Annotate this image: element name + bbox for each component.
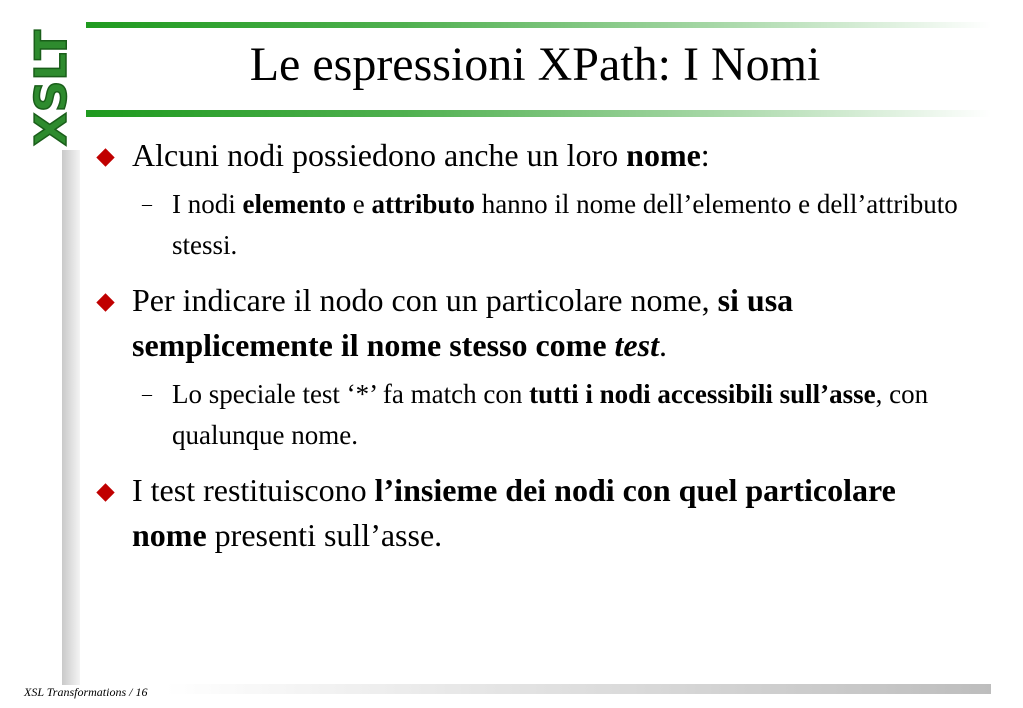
bullet-2: Per indicare il nodo con un particolare nome, si usa semplicemente il nome stesso come test. xyxy=(96,278,976,368)
slide-footer: XSL Transformations / 16 xyxy=(24,685,148,699)
title-rule-bottom xyxy=(86,110,991,117)
slide-content xyxy=(96,133,976,558)
bullet-3: I test restituiscono l’insieme dei nodi con quel particolare nome presenti sull’asse. xyxy=(96,468,976,558)
bullet-diamond-icon xyxy=(96,483,114,501)
subbullet-1: – I nodi elemento e attributo hanno il nome dell’elemento e dell’attributo stessi. xyxy=(96,184,976,266)
slide-title: Le espressioni XPath: I Nomi xyxy=(249,38,821,91)
xslt-logo xyxy=(18,18,78,158)
title-rule-top xyxy=(86,22,991,28)
bottom-decoration-bar xyxy=(165,684,991,694)
bullet-diamond-icon xyxy=(96,148,114,166)
bullet-diamond-icon xyxy=(96,293,114,311)
subbullet-2: – Lo speciale test ‘*’ fa match con tutti i nodi accessibili sull’asse, con qualunque nome. xyxy=(96,374,976,456)
dash-icon: – xyxy=(142,193,152,215)
dash-icon: – xyxy=(142,383,152,405)
bullet-1: Alcuni nodi possiedono anche un loro nome: xyxy=(96,133,976,178)
svg-text:XSLT: XSLT xyxy=(26,29,77,147)
side-decoration-strip xyxy=(62,150,80,685)
